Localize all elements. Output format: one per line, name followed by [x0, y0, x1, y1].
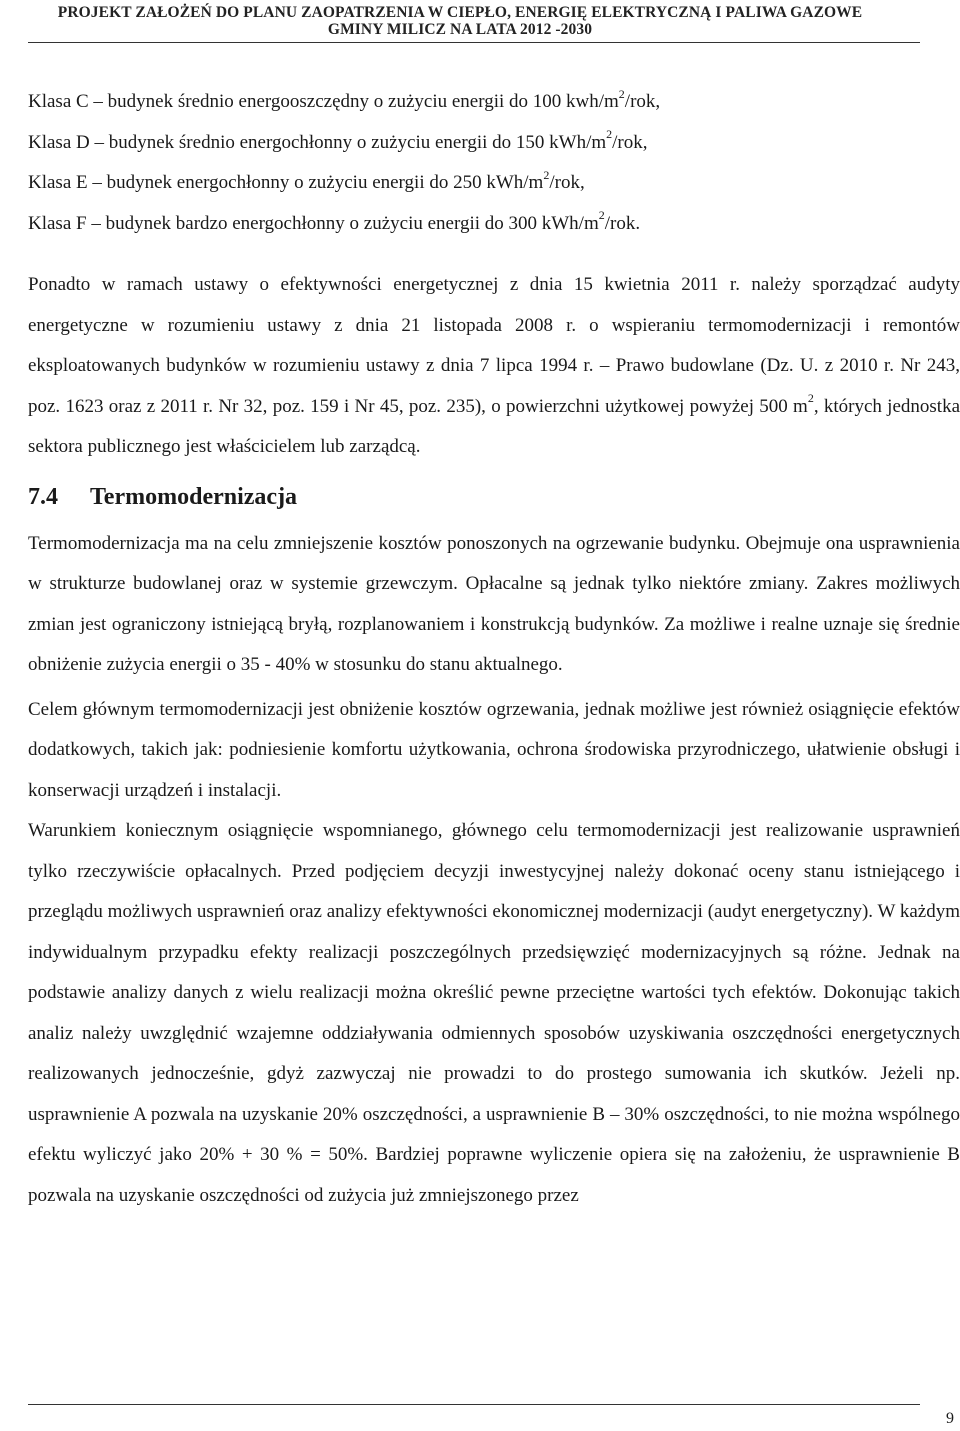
footer-divider: [28, 1404, 920, 1405]
section-number: 7.4: [28, 483, 58, 510]
paragraph-1: Termomodernizacja ma na celu zmniejszenie kosztów ponoszonych na ogrzewanie budynku. Obejmuje ona usprawnienia w strukturze budowlanej oraz w systemie grzewczym. Opłacalne są jednak tylko niektóre zmiany. Zakres możliwych zmian jest ograniczony istniejącą bryłą, rozplanowaniem i konstrukcją budynków. Za możliwe i realne uznaje się średnie obniżenie zużycia energii o 35 - 40% w stosunku do stanu aktualnego.: [28, 532, 960, 675]
energy-class-line-c: Klasa C – budynek średnio energooszczędny o zużyciu energii do 100 kwh/$m^2$/rok,: [28, 86, 661, 112]
paragraph-2: Celem głównym termomodernizacji jest obniżenie kosztów ogrzewania, jednak możliwe jest również osiągnięcie efektów dodatkowych, takich jak: podniesienie komfortu użytkowania, ochrona środowiska przyrodniczego, ułatwienie obsługi i konserwacji urządzeń i instalacji.: [28, 698, 960, 801]
section-title: Termomodernizacja: [90, 483, 298, 510]
header-divider: [28, 42, 920, 43]
energy-class-line-f: Klasa F – budynek bardzo energochłonny o zużyciu energii do 300 kWh/$m^2$/rok.: [28, 208, 641, 234]
document-body: [28, 82, 960, 1216]
page-header: [0, 4, 920, 38]
section-heading: [28, 480, 960, 514]
header-title-line2: GMINY MILICZ NA LATA 2012 -2030: [327, 21, 593, 38]
energy-audit-paragraph: Ponadto w ramach ustawy o efektywności energetycznej z dnia 15 kwietnia 2011 r. należy sporządzać audyty energetyczne w rozumieniu ustawy z dnia 21 listopada 2008 r. o wspieraniu termomodernizacji i remontów eksploatowanych budynków w rozumieniu ustawy z dnia 7 lipca 1994 r. – Prawo budowlane (Dz. U. z 2010 r. Nr 243, poz. 1623 oraz z 2011 r. Nr 32, poz. 159 i Nr 45, poz. 235), o powierzchni użytkowej powyżej 500 $m^2$, których jednostka sektora publicznego jest właścicielem lub zarządcą.: [28, 274, 960, 457]
header-title-line1: PROJEKT ZAŁOŻEŃ DO PLANU ZAOPATRZENIA W CIEPŁO, ENERGIĘ ELEKTRYCZNĄ I PALIWA GAZOWE: [57, 4, 863, 21]
paragraph-3: Warunkiem koniecznym osiągnięcie wspomnianego, głównego celu termomodernizacji jest realizowanie usprawnień tylko rzeczywiście opłacalnych. Przed podjęciem decyzji inwestycyjnej należy dokonać oceny stanu istniejącego i przeglądu możliwych usprawnień oraz analizy efektywności ekonomicznej modernizacji (audyt energetyczny). W każdym indywidualnym przypadku efekty realizacji poszczególnych przedsięwzięć modernizacyjnych są różne. Jednak na podstawie analizy danych z wielu realizacji można określić pewne przeciętne wartości tych efektów. Dokonując takich analiz należy uwzględnić wzajemne oddziaływania odmiennych sposobów uzyskiwania oszczędności energetycznych realizowanych jednocześnie, gdyż zazwyczaj nie prowadzi to do prostego sumowania ich skutków. Jeżeli np. usprawnienie A pozwala na uzyskanie 20% oszczędności, a usprawnienie B – 30% oszczędności, to nie można wspólnego efektu wyliczyć jako 20% + 30 % = 50%. Bardziej poprawne wyliczenie opiera się na założeniu, że usprawnienie B pozwala na uzyskanie oszczędności od zużycia już zmniejszonego przez: [28, 820, 960, 1206]
energy-class-line-e: Klasa E – budynek energochłonny o zużyciu energii do 250 kWh/$m^2$/rok,: [28, 167, 585, 193]
energy-class-line-d: Klasa D – budynek średnio energochłonny o zużyciu energii do 150 kWh/$m^2$/rok,: [28, 127, 648, 153]
page-number: 9: [946, 1410, 954, 1427]
